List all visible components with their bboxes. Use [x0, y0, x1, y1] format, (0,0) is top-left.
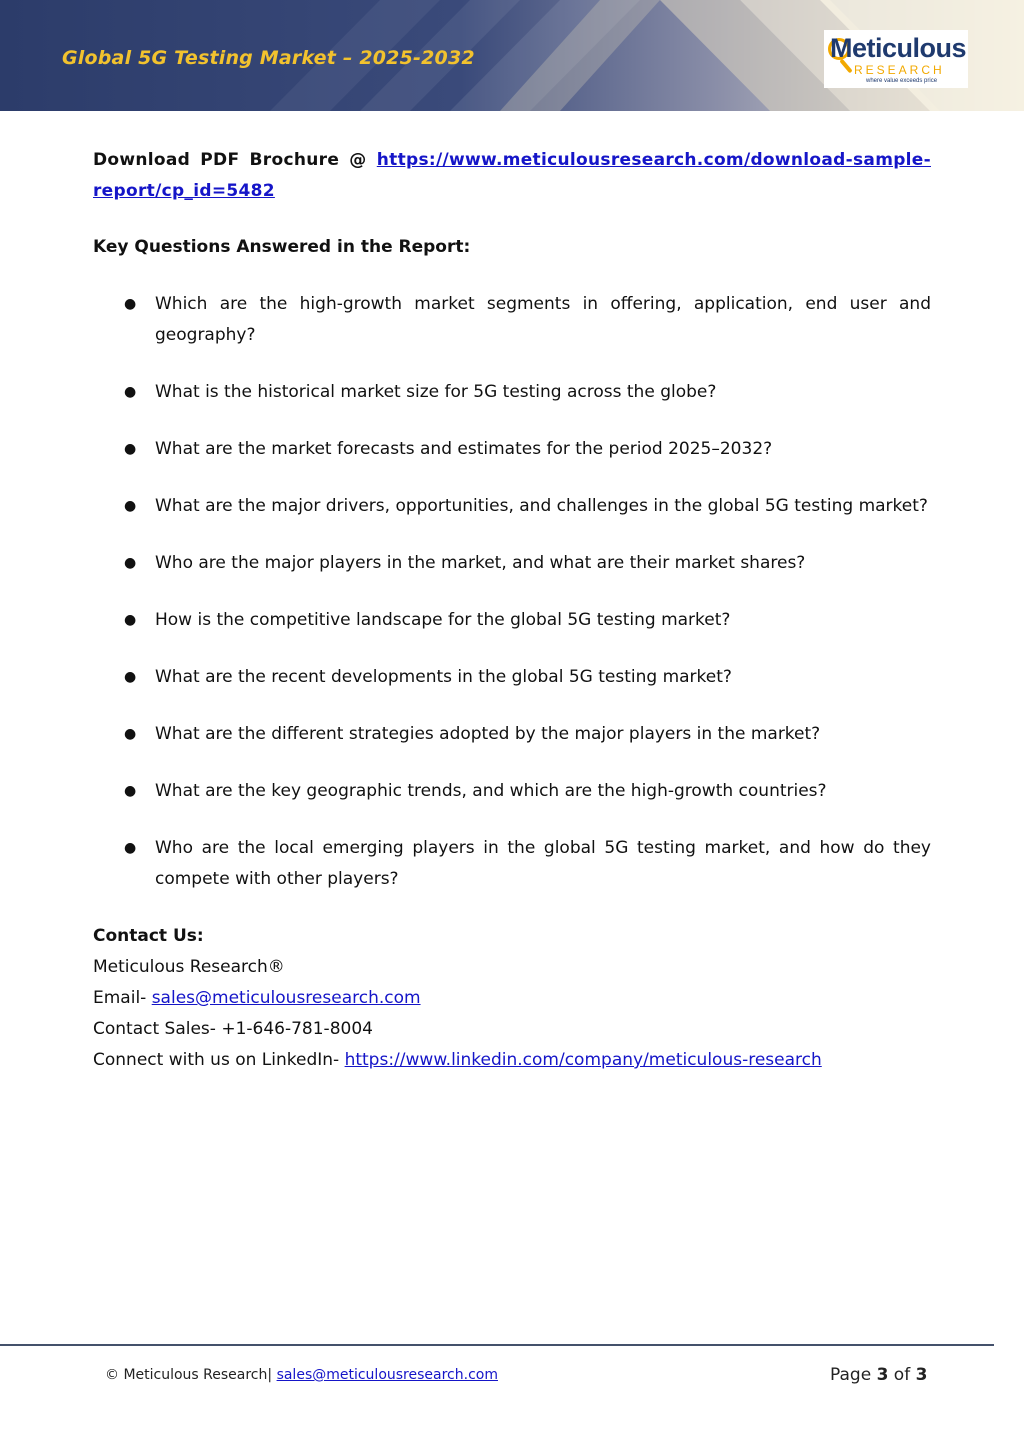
bullet-icon: ● [124, 840, 137, 856]
header-title: Global 5G Testing Market – 2025-2032 [62, 47, 475, 69]
contact-linkedin-line [93, 1045, 931, 1076]
footer-copyright [105, 1367, 498, 1383]
bullet-icon: ● [124, 555, 137, 571]
question-text: Which are the high-growth market segments in offering, application, end user and geography? [155, 294, 931, 345]
question-text: How is the competitive landscape for the global 5G testing market? [155, 610, 731, 630]
footer-email-link[interactable]: sales@meticulousresearch.com [276, 1367, 498, 1383]
logo-tagline: where value exceeds price [866, 78, 938, 84]
list-item [93, 662, 931, 693]
bullet-icon: ● [124, 783, 137, 799]
linkedin-link[interactable]: https://www.linkedin.com/company/meticulous-research [344, 1050, 822, 1070]
page-content [93, 145, 931, 1076]
list-item [93, 833, 931, 895]
page-header [0, 0, 1024, 111]
question-text: Who are the major players in the market, and what are their market shares? [155, 553, 806, 573]
brochure-link[interactable]: https://www.meticulousresearch.com/download-sample-report/cp_id=5482 [93, 150, 931, 201]
contact-heading: Contact Us: [93, 926, 204, 946]
logo-word: Meticulous [830, 33, 967, 63]
question-text: Who are the local emerging players in the global 5G testing market, and how do they compete with other players? [155, 838, 931, 889]
question-text: What are the market forecasts and estimates for the period 2025–2032? [155, 439, 773, 459]
question-text: What are the key geographic trends, and which are the high-growth countries? [155, 781, 827, 801]
question-text: What are the different strategies adopted by the major players in the market? [155, 724, 821, 744]
email-label: Email- [93, 988, 152, 1008]
page-number [830, 1365, 927, 1385]
contact-company: Meticulous Research® [93, 957, 285, 977]
question-text: What are the recent developments in the global 5G testing market? [155, 667, 732, 687]
page-total: 3 [915, 1365, 928, 1385]
list-item [93, 719, 931, 750]
footer-divider [0, 1344, 994, 1346]
list-item [93, 491, 931, 522]
contact-sales-line: Contact Sales- +1-646-781-8004 [93, 1019, 373, 1039]
question-text: What are the major drivers, opportunities, and challenges in the global 5G testing market? [155, 496, 928, 516]
question-text: What is the historical market size for 5G testing across the globe? [155, 382, 717, 402]
questions-list [93, 289, 931, 895]
list-item [93, 605, 931, 636]
contact-block [93, 921, 931, 1076]
logo-subtitle: RESEARCH [854, 63, 945, 77]
page-current: 3 [876, 1365, 889, 1385]
page-word: Page [830, 1365, 877, 1385]
list-item [93, 377, 931, 408]
bullet-icon: ● [124, 726, 137, 742]
contact-email-link[interactable]: sales@meticulousresearch.com [151, 988, 421, 1008]
linkedin-label: Connect with us on LinkedIn- [93, 1050, 345, 1070]
list-item [93, 289, 931, 351]
brochure-line [93, 145, 931, 207]
bullet-icon: ● [124, 296, 137, 312]
brochure-label: Download PDF Brochure @ [93, 150, 377, 170]
page-of: of [888, 1365, 916, 1385]
meticulous-logo [824, 30, 968, 88]
contact-email-line [93, 983, 931, 1014]
questions-heading: Key Questions Answered in the Report: [93, 237, 471, 257]
footer-copyright-text: © Meticulous Research| [105, 1367, 277, 1383]
bullet-icon: ● [124, 384, 137, 400]
list-item [93, 548, 931, 579]
list-item [93, 776, 931, 807]
list-item [93, 434, 931, 465]
bullet-icon: ● [124, 612, 137, 628]
bullet-icon: ● [124, 669, 137, 685]
bullet-icon: ● [124, 498, 137, 514]
bullet-icon: ● [124, 441, 137, 457]
